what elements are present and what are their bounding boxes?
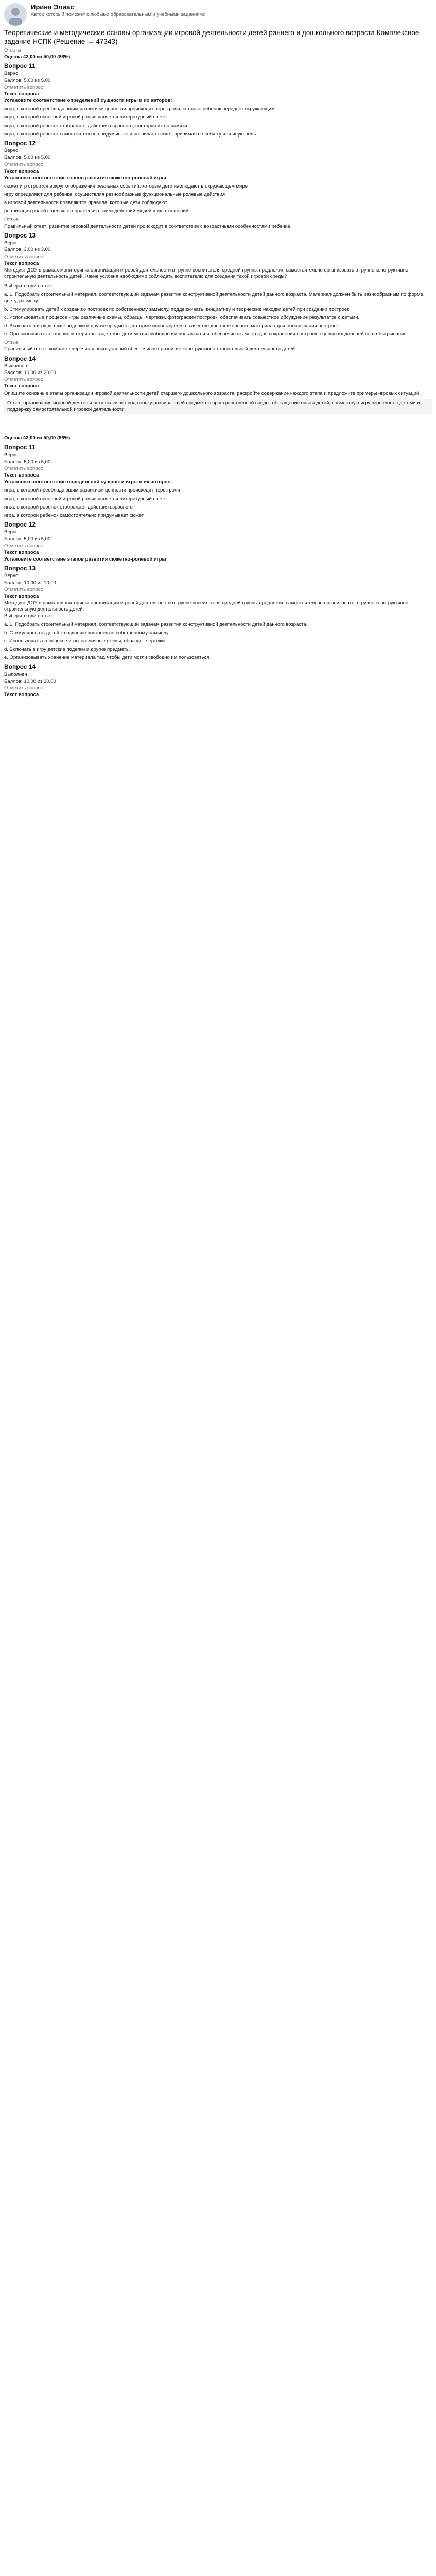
question-heading: Вопрос 13 [4,231,36,239]
question-prompt: Установите соответствие этапов развития сюжетно-ролевой игры [4,175,166,181]
question-status: Верно [4,71,19,77]
answer-option[interactable]: e. Организовывать хранение материала так, чтобы дети могли свободно им пользоваться; обеспечивать место для сохранения построек с целью их дальнейшего обыгрывания. [4,331,408,337]
answer-option[interactable]: d. Включать в игру детские поделки и другие предметы, которые используются в качестве дополнительного материала для обыгрывания построек. [4,323,340,329]
flag-question-link[interactable]: Отметить вопрос [4,465,43,471]
question-12-repeat [4,521,432,563]
list-item[interactable]: сюжет игр строится вокруг отображения реальных событий, которые дети наблюдают в окружающем мире [4,183,248,189]
question-heading: Вопрос 12 [4,520,36,528]
feedback-label: Отзыв [4,340,19,346]
question-11 [4,62,432,138]
match-pair[interactable]: игра, в которой основной игровой ролью является литературный сюжет [4,114,167,121]
question-12 [4,140,432,230]
answer-option[interactable]: a. 1. Подобрать строительный материал, соответствующий задачам развития конструктивной деятельности детей данного возраста. Материал должен быть разнообразным по форме, цвету, размеру. [4,292,425,304]
question-status: Выполнен [4,363,27,369]
flag-question-link[interactable]: Отметить вопрос [4,84,43,90]
choose-label: Выберите один ответ: [4,283,54,290]
match-pair[interactable]: игра, в которой ребенок самостоятельно придумывает и развивает сюжет, принимая на себя ту или иную роль [4,131,256,137]
question-heading: Вопрос 12 [4,139,36,147]
grade-summary: Оценка 43,00 из 50,00 (86%) [4,435,71,442]
question-score: Баллов: 5,00 из 5,00 [4,77,51,83]
list-item[interactable]: игру определяют для ребенка, осуществляя разнообразные функциональные ролевые действия [4,192,225,198]
question-score: Баллов: 5,00 из 5,00 [4,536,51,542]
question-14 [4,355,432,414]
question-score: Баллов: 3,00 из 3,00 [4,247,51,253]
match-pair[interactable]: игра, в которой основной игровой ролью является литературный сюжет [4,496,167,502]
question-prompt: Установите соответствие определений сущности игры и их авторов: [4,479,172,485]
question-heading: Вопрос 11 [4,444,36,451]
question-score: Баллов: 5,00 из 5,00 [4,459,51,465]
question-text-label: Текст вопроса [4,472,39,479]
answer-option[interactable]: d. Включать в игру детские поделки и другие предметы. [4,647,131,653]
page [0,0,436,915]
question-13 [4,232,432,353]
user-avatar-icon [4,3,27,26]
author-name[interactable]: Ирина Элиас [31,3,74,11]
question-score: Баллов: 5,00 из 5,00 [4,155,51,161]
answer-option[interactable]: a. 1. Подобрать строительный материал, соответствующий задачам развития конструктивной деятельности детей данного возраста. [4,621,308,628]
feedback-label: Отзыв [4,216,19,223]
answer-option[interactable]: b. Стимулировать детей к созданию построек по собственному замыслу. [4,630,170,636]
question-14-repeat [4,663,432,698]
question-status: Верно [4,573,19,579]
author-header [4,3,432,26]
question-heading: Вопрос 13 [4,565,36,572]
question-text-label: Текст вопроса [4,549,39,555]
answer-text: Ответ: организация игровой деятельности включает подготовку развивающей предметно-пространственной среды, обогащение опыта детей, совместную игру взрослого с детьми и поддержку самостоятельной игровой деятельности. [4,399,432,414]
document-title: Теоретические и методические основы организации игровой деятельности детей раннего и дошкольного возраста Комплексное задание НСПК (Решение → 47343) [4,29,420,45]
answer-option[interactable]: c. Использовать в процессе игры различные схемы, образцы, чертежи. [4,638,166,644]
question-heading: Вопрос 14 [4,663,36,671]
question-score: Баллов: 10,00 из 10,00 [4,580,56,586]
question-prompt: Методист ДОУ в рамках мониторинга организации игровой деятельности в группе воспитателя средней группы предложил самостоятельно организовать в группе конструктивно-строительную деятельность детей. [4,600,410,613]
answer-option[interactable]: c. Использовать в процессе игры различные схемы, образцы, чертежи, фотографии построек; обеспечивать совместное обсуждение результатов с детьми. [4,314,360,320]
feedback-text: Правильный ответ: развитие игровой деятельности детей происходит в соответствии с возрастными особенностями ребенка [4,223,290,229]
question-status: Верно [4,529,19,535]
avatar[interactable] [4,3,27,26]
match-pair[interactable]: игра, в которой преобладающим развитием ценности происходит через роли, которые ребенок передает окружающим [4,106,275,112]
feedback-text: Правильный ответ: комплекс перечисленных условий обеспечивает развитие конструктивно-строительной деятельности детей [4,346,295,352]
question-prompt: Установите соответствие определений сущности игры и их авторов: [4,98,172,104]
question-status: Выполнен [4,671,27,677]
flag-question-link[interactable]: Отметить вопрос [4,377,43,383]
author-bio: Автор который поможет с любыми образовательным и учебными заданиями [31,11,206,18]
question-prompt: Установите соответствие этапов развития сюжетно-ролевой игры [4,556,166,562]
question-status: Верно [4,240,19,246]
question-status: Верно [4,148,19,154]
grade-summary: Оценка 43,00 из 50,00 (86%) [4,54,71,60]
question-text-label: Текст вопроса [4,383,39,389]
answer-option[interactable]: b. Стимулировать детей к созданию построек по собственному замыслу, поддерживать инициативу и творческие находки детей при создании построек. [4,306,351,312]
author-info [31,3,205,18]
flag-question-link[interactable]: Отметить вопрос [4,586,43,592]
question-13-repeat [4,565,432,661]
match-pair[interactable]: игра, в которой ребенок отображает действия взрослого, повторяя их по памяти [4,123,187,129]
question-text-label: Текст вопроса [4,593,39,599]
question-prompt: Методист ДОУ в рамках мониторинга организации игровой деятельности в группе воспитателя средней группы предложил самостоятельно организовать в группе конструктивно-строительную деятельность детей. Какие условия необходимо соблюдать воспитателю для создания такой игровой среды? [4,267,410,280]
answer-option[interactable]: e. Организовывать хранение материала так, чтобы дети могли свободно им пользоваться. [4,655,211,661]
question-text-label: Текст вопроса [4,91,39,97]
question-heading: Вопрос 11 [4,62,36,70]
flag-question-link[interactable]: Отметить вопрос [4,685,43,691]
list-item[interactable]: реализация ролей с целью отображения взаимодействий людей и их отношений [4,208,189,214]
question-text-label: Текст вопроса [4,692,39,698]
choose-label: Выберите один ответ: [4,613,54,619]
question-text-label: Текст вопроса [4,260,39,266]
question-heading: Вопрос 14 [4,354,36,362]
flag-question-link[interactable]: Отметить вопрос [4,161,43,167]
page-bottom-spacer [4,699,432,894]
list-item[interactable]: в игровой деятельности появляются правила, которые дети соблюдают [4,200,167,206]
match-pair[interactable]: игра, в которой ребенок самостоятельно придумывает сюжет [4,512,144,518]
question-prompt: Опишите основные этапы организации игровой деятельности детей старшего дошкольного возраста, раскройте содержание каждого этапа и предложите примеры игровых ситуаций. [4,390,421,396]
match-pair[interactable]: игра, в которой ребенок отображает действия взрослого [4,504,133,510]
question-11-repeat [4,444,432,519]
question-score: Баллов: 10,00 из 20,00 [4,370,56,376]
question-score: Баллов: 10,00 из 20,00 [4,678,56,684]
answers-label: Ответы [4,47,21,53]
match-pair[interactable]: игра, в которой преобладающим развитием ценности происходит через роли [4,487,180,494]
flag-question-link[interactable]: Отметить вопрос [4,543,43,549]
question-status: Верно [4,452,19,458]
question-text-label: Текст вопроса [4,168,39,174]
flag-question-link[interactable]: Отметить вопрос [4,253,43,260]
